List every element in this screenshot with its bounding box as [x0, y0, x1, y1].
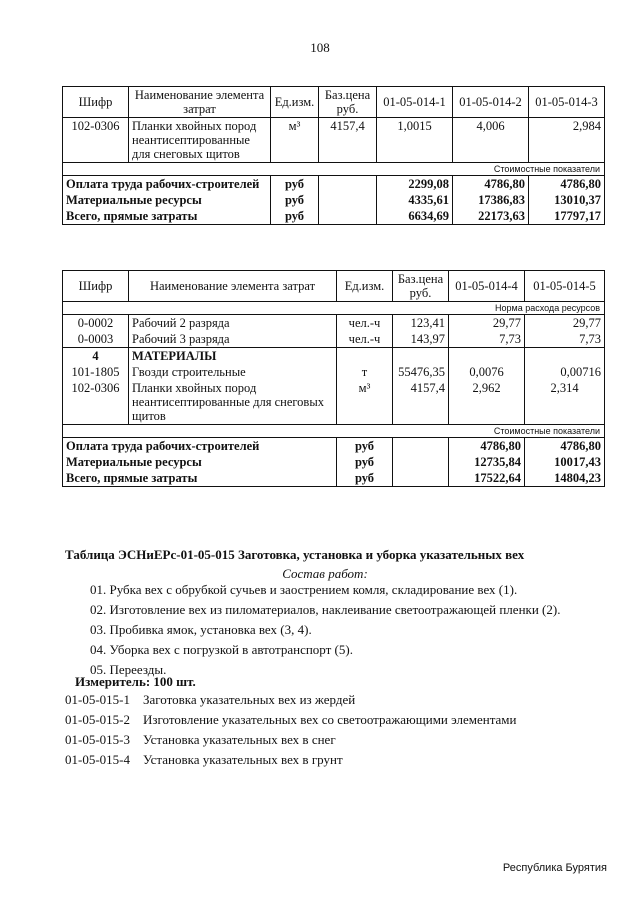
list-item: 05. Переезды.: [90, 662, 167, 677]
cell-name: Планки хвойных пород неантисептированные для снеговых щитов: [129, 118, 271, 163]
col-header: 01-05-014-4: [449, 271, 525, 302]
cell-unit: руб: [271, 208, 319, 225]
table-row: [63, 118, 605, 163]
col-header: 01-05-014-3: [529, 87, 605, 118]
cell-value: 2,962: [449, 380, 525, 425]
cell-code: 102-0306: [63, 118, 129, 163]
cell-unit: т: [337, 364, 393, 380]
list-item: [65, 730, 625, 750]
cell-name: Рабочий 3 разряда: [129, 331, 337, 348]
col-header: Шифр: [63, 271, 129, 302]
code: 01-05-015-3: [65, 732, 130, 747]
cell-name: Материальные ресурсы: [63, 454, 337, 470]
cell-name: Оплата труда рабочих-строителей: [63, 438, 337, 455]
resource-table-1: [62, 86, 605, 225]
cell-name: Материальные ресурсы: [63, 192, 271, 208]
cell-value: 22173,63: [453, 208, 529, 225]
cell-unit: руб: [337, 470, 393, 487]
cell-unit: м³: [271, 118, 319, 163]
col-header: 01-05-014-5: [525, 271, 605, 302]
cell-unit: руб: [337, 454, 393, 470]
cell-price: 4157,4: [393, 380, 449, 425]
list-item: [65, 710, 625, 730]
col-header: Наименование элемента затрат: [129, 87, 271, 118]
cell-unit: руб: [271, 176, 319, 193]
list-item: 03. Пробивка ямок, установка вех (3, 4).: [90, 622, 312, 637]
col-header: Баз.цена руб.: [319, 87, 377, 118]
code-text: Изготовление указательных вех со светоотражающими элементами: [143, 712, 517, 727]
cell-price: 123,41: [393, 315, 449, 332]
subheader-row: [63, 425, 605, 438]
table-row: [63, 364, 605, 380]
cell-empty: [319, 208, 377, 225]
resource-table-2: [62, 270, 605, 487]
col-header: Ед.изм.: [337, 271, 393, 302]
table-row: [63, 380, 605, 425]
cell-value: 17386,83: [453, 192, 529, 208]
cell-value: 4786,80: [529, 176, 605, 193]
table-row: [63, 331, 605, 348]
code: 01-05-015-2: [65, 712, 130, 727]
cell-empty: [319, 176, 377, 193]
cell-name: Всего, прямые затраты: [63, 208, 271, 225]
col-header: Шифр: [63, 87, 129, 118]
cell-empty: [319, 192, 377, 208]
cell-value: 7,73: [525, 331, 605, 348]
cell-empty: [393, 454, 449, 470]
cell-name: Всего, прямые затраты: [63, 470, 337, 487]
meter-label: Измеритель: 100 шт.: [75, 674, 196, 689]
cost-row: [63, 470, 605, 487]
cost-indicators-label: Стоимостные показатели: [63, 163, 605, 176]
composition-label: Состав работ:: [282, 566, 368, 581]
list-item: 01. Рубка вех с обрубкой сучьев и заострением комля, складирование вех (1).: [90, 582, 518, 597]
table-header-row: [63, 87, 605, 118]
footer-region: Республика Бурятия: [502, 862, 607, 874]
col-header: Наименование элемента затрат: [129, 271, 337, 302]
cell-empty: [393, 438, 449, 455]
cell-code: 4: [63, 348, 129, 365]
cost-row: [63, 438, 605, 455]
cell-name: Оплата труда рабочих-строителей: [63, 176, 271, 193]
subheader-row: [63, 163, 605, 176]
list-item: 04. Уборка вех с погрузкой в автотранспорт (5).: [90, 642, 353, 657]
works-list: [90, 580, 640, 680]
cell-unit: руб: [271, 192, 319, 208]
cell-value: 7,73: [449, 331, 525, 348]
cell-value: 2299,08: [377, 176, 453, 193]
col-header: 01-05-014-1: [377, 87, 453, 118]
code-text: Установка указательных вех в грунт: [143, 752, 343, 767]
page-number: 108: [310, 40, 330, 55]
cell-price: 4157,4: [319, 118, 377, 163]
list-item: [65, 750, 625, 770]
cell-price: 143,97: [393, 331, 449, 348]
cell-empty: [337, 348, 393, 365]
cell-empty: [449, 348, 525, 365]
cell-value: 4786,80: [453, 176, 529, 193]
cell-unit: руб: [337, 438, 393, 455]
cell-unit: чел.-ч: [337, 331, 393, 348]
cell-value: 10017,43: [525, 454, 605, 470]
cell-empty: [393, 348, 449, 365]
list-item: [65, 690, 625, 710]
col-header: Ед.изм.: [271, 87, 319, 118]
cell-value: 29,77: [525, 315, 605, 332]
cell-name: Планки хвойных пород неантисептированные для снеговых щитов: [129, 380, 337, 425]
cell-price: 55476,35: [393, 364, 449, 380]
cell-value: 29,77: [449, 315, 525, 332]
code-text: Установка указательных вех в снег: [143, 732, 336, 747]
materials-label: МАТЕРИАЛЫ: [129, 348, 337, 365]
cell-value: 4786,80: [525, 438, 605, 455]
cell-unit: м³: [337, 380, 393, 425]
table-header-row: [63, 271, 605, 302]
cell-value: 14804,23: [525, 470, 605, 487]
cell-value: 4335,61: [377, 192, 453, 208]
cost-row: [63, 208, 605, 225]
cost-row: [63, 192, 605, 208]
cell-unit: чел.-ч: [337, 315, 393, 332]
cell-value: 17522,64: [449, 470, 525, 487]
cell-code: 0-0002: [63, 315, 129, 332]
norm-label: Норма расхода ресурсов: [63, 302, 605, 315]
code-text: Заготовка указательных вех из жердей: [143, 692, 356, 707]
cell-code: 102-0306: [63, 380, 129, 425]
cell-value: 1,0015: [377, 118, 453, 163]
code: 01-05-015-1: [65, 692, 130, 707]
code: 01-05-015-4: [65, 752, 130, 767]
cell-value: 2,314: [525, 380, 605, 425]
cell-value: 0,00716: [525, 364, 605, 380]
cell-value: 13010,37: [529, 192, 605, 208]
section-title: Таблица ЭСНиЕРс-01-05-015 Заготовка, установка и уборка указательных вех: [65, 547, 525, 562]
codes-list: [65, 690, 625, 770]
cell-value: 17797,17: [529, 208, 605, 225]
cell-value: 2,984: [529, 118, 605, 163]
table-row: [63, 315, 605, 332]
cell-code: 0-0003: [63, 331, 129, 348]
cost-row: [63, 176, 605, 193]
materials-group-row: [63, 348, 605, 365]
cell-code: 101-1805: [63, 364, 129, 380]
cell-value: 6634,69: [377, 208, 453, 225]
cost-row: [63, 454, 605, 470]
cell-empty: [393, 470, 449, 487]
col-header: 01-05-014-2: [453, 87, 529, 118]
cell-value: 4786,80: [449, 438, 525, 455]
cell-value: 4,006: [453, 118, 529, 163]
cell-name: Рабочий 2 разряда: [129, 315, 337, 332]
col-header: Баз.цена руб.: [393, 271, 449, 302]
cost-indicators-label: Стоимостные показатели: [63, 425, 605, 438]
subheader-row: [63, 302, 605, 315]
list-item: 02. Изготовление вех из пиломатериалов, наклеивание светоотражающей пленки (2).: [90, 602, 561, 617]
cell-value: 12735,84: [449, 454, 525, 470]
cell-name: Гвозди строительные: [129, 364, 337, 380]
cell-empty: [525, 348, 605, 365]
cell-value: 0,0076: [449, 364, 525, 380]
